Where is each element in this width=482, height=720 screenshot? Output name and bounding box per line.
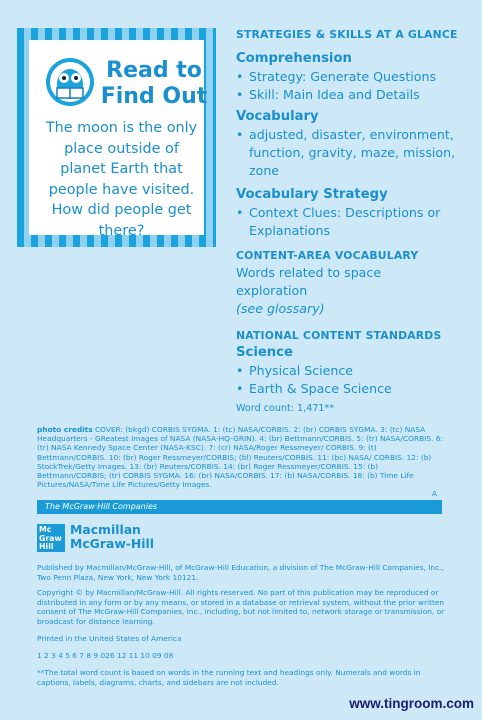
vocabulary-section — [236, 108, 468, 180]
read-box-title — [99, 58, 209, 110]
item-text: Earth & Space Science — [249, 381, 392, 396]
content-area-text: Words related to space exploration — [236, 265, 382, 298]
item-text: Physical Science — [249, 363, 354, 378]
item-text: adjusted, disaster, environment, function, gravity, maze, mission, zone — [249, 127, 456, 178]
comprehension-title: Comprehension — [236, 51, 352, 66]
vocab-strategy-title: Vocabulary Strategy — [236, 187, 388, 202]
credits-label: photo credits — [37, 425, 93, 434]
list-item: • Strategy: Generate Questions — [236, 69, 436, 84]
publisher-bar-text: The McGraw·Hill Companies — [45, 502, 158, 511]
logo-text — [70, 523, 154, 551]
list-item: • Physical Science — [236, 363, 354, 378]
owl-icon — [45, 54, 95, 108]
copyright: Copyright © by Macmillan/McGraw-Hill. All rights reserved. No part of this publication may be reproduced or distributed in any form or by any means, or stored in a database or retrieval system, without the prior written consent of The McGraw-Hill Companies, Inc., including, but not limited to, network storage or transmission, or broadcast for distance learning. — [37, 588, 445, 626]
standards-subtitle: Science — [236, 345, 293, 360]
mcgraw-hill-logo — [37, 524, 65, 552]
logo-text-line-2: McGraw-Hill — [70, 536, 155, 551]
word-count: Word count: 1,471** — [236, 403, 335, 414]
print-numbers: 1 2 3 4 5 6 7 8 9 026 12 11 10 09 08 — [37, 651, 174, 660]
published-by: Published by Macmillan/McGraw-Hill, of McGraw-Hill Education, a division of The McGraw-Hill Companies, Inc., Two Penn Plaza, New York, New York 10121. — [37, 563, 444, 582]
item-text: Context Clues: Descriptions or Explanations — [249, 205, 441, 238]
glance-heading: STRATEGIES & SKILLS AT A GLANCE — [236, 28, 458, 41]
standards-title: NATIONAL CONTENT STANDARDS — [236, 329, 442, 342]
credits-letter: A — [432, 489, 438, 498]
item-text: Skill: Main Idea and Details — [249, 87, 420, 102]
photo-credits — [37, 425, 447, 489]
title-line-1: Read to — [106, 58, 202, 83]
word-count-note: **The total word count is based on words in the running text and headings only. Numerals and words in captions, labels, diagrams, charts, and sidebars are not included. — [37, 668, 421, 687]
list-item: • Skill: Main Idea and Details — [236, 87, 420, 102]
read-box-body: The moon is the only place outside of planet Earth that people have visited. How did people get there? — [45, 120, 198, 239]
publisher-bar — [37, 500, 442, 514]
credits-text: COVER: (bkgd) CORBIS SYGMA. 1: (tc) NASA/CORBIS. 2: (br) CORBIS SYGMA. 3: (tc) NASA Headquarters - GReatest Images of NASA (NASA-HQ-GRIN). 4: (br) Bettmann/CORBIS. 5: (tr) NASA/CORBIS. 6: (tr) NASA Kennedy Space Center (NASA-KSC). 7: (cr) NASA/Roger Ressmeyer/ CORBIS. 9: (t) Bettmann/CORBIS. 10: (br) Roger Ressmeyer/CORBIS; (bl) Reuters/CORBIS. 11: (bc) NASA/ CORBIS. 12: (b) StockTrek/Getty Images. 13: (br) Reuters/CORBIS. 14: (br) Roger Ressmeyer/CORBIS. 15: (b) Bettmann/CORBIS; (tr) CORBIS SYGMA. 16: (br) NASA/CORBIS. 17: (b) NASA/CORBIS. 18: (b) Time Life Pictures/NASA/Time Life Pictures/Getty Images. — [37, 425, 443, 490]
vocabulary-title: Vocabulary — [236, 109, 319, 124]
read-to-find-out-box — [17, 28, 216, 247]
list-item: • adjusted, disaster, environment, function, gravity, maze, mission, zone — [236, 127, 456, 178]
vocab-strategy-section — [236, 186, 468, 240]
standards-section — [236, 328, 468, 398]
printed-in: Printed in the United States of America — [37, 634, 182, 643]
logo-line: Mc — [39, 525, 52, 534]
logo-line: Graw — [39, 533, 62, 543]
read-box-inner — [29, 40, 208, 239]
item-text: Strategy: Generate Questions — [249, 69, 436, 84]
see-glossary: (see glossary) — [236, 301, 325, 316]
content-area-title: CONTENT-AREA VOCABULARY — [236, 249, 419, 262]
list-item: • Earth & Space Science — [236, 381, 392, 396]
logo-text-line-1: Macmillan — [70, 522, 141, 537]
comprehension-section — [236, 50, 468, 104]
title-line-2: Find Out — [100, 84, 208, 109]
logo-line: Hill — [39, 542, 54, 552]
list-item: • Context Clues: Descriptions or Explanations — [236, 205, 441, 238]
content-area-section — [236, 248, 468, 318]
watermark: www.tingroom.com — [349, 696, 474, 711]
